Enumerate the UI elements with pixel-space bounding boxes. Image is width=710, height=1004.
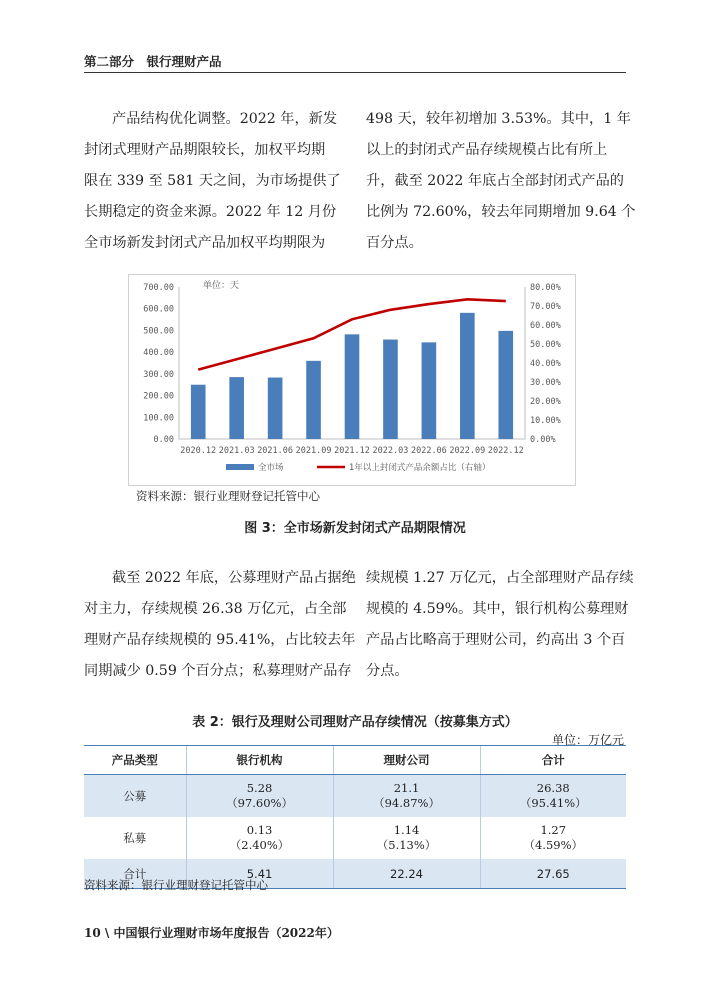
y-right-tick-label: 60.00% [530, 321, 561, 331]
cell-bank [186, 817, 333, 859]
row-label: 私募 [84, 817, 186, 859]
page-footer: 10 \ 中国银行业理财市场年度报告（2022年） [84, 926, 339, 940]
bar [191, 385, 206, 439]
chart-container [128, 274, 576, 486]
cell-value: 26.38 [536, 781, 570, 795]
section-header: 第二部分 银行理财产品 [84, 54, 222, 69]
y-right-tick-label: 80.00% [530, 283, 561, 293]
cell-bank [186, 775, 333, 818]
y-right-tick-label: 40.00% [530, 359, 561, 369]
cell-pct: （95.41%） [519, 796, 587, 810]
para1-left-line: 长期稳定的资金来源。2022 年 12 月份 [84, 204, 337, 220]
para1-left-line: 全市场新发封闭式产品加权平均期限为 [84, 235, 326, 251]
cell-value: 5.28 [246, 781, 273, 795]
table-source: 资料来源：银行业理财登记托管中心 [84, 878, 268, 892]
y-right-tick-label: 0.00% [530, 435, 556, 445]
cell-wealth-co [333, 775, 480, 818]
para2-left-line: 同期减少 0.59 个百分点；私募理财产品存 [84, 663, 352, 679]
para2-left-line: 对主力，存续规模 26.38 万亿元，占全部 [84, 601, 347, 617]
cell-wealth-co [333, 817, 480, 859]
cell-pct: （2.40%） [229, 838, 290, 852]
legend-label-line: 1年以上封闭式产品余额占比（右轴） [349, 463, 491, 473]
x-tick-label: 2022.09 [449, 446, 486, 456]
table-unit: 单位：万亿元 [551, 733, 624, 747]
x-tick-label: 2022.12 [487, 446, 524, 456]
y-right-tick-label: 10.00% [530, 416, 561, 426]
para1-left-line: 限在 339 至 581 天之间，为市场提供了 [84, 173, 341, 189]
cell-value: 0.13 [246, 823, 273, 837]
bar [306, 361, 321, 439]
para2-right-line: 规模的 4.59%。其中，银行机构公募理财 [366, 601, 629, 617]
y-left-tick-label: 100.00 [143, 413, 174, 424]
para2-left-line: 截至 2022 年底，公募理财产品占据绝 [112, 570, 356, 586]
y-left-tick-label: 600.00 [143, 304, 174, 315]
para1-left [84, 104, 346, 259]
para1-right-line: 以上的封闭式产品存续规模占比有所上 [366, 142, 608, 158]
legend-label-bar: 全市场 [258, 463, 284, 473]
bar [345, 334, 360, 439]
header-product-type: 产品类型 [84, 746, 186, 775]
cell-value: 21.1 [393, 781, 420, 795]
para1-left-line: 产品结构优化调整。2022 年，新发 [112, 111, 338, 127]
cell-value: 1.27 [540, 823, 567, 837]
para1-left-line: 封闭式理财产品期限较长，加权平均期 [84, 142, 326, 158]
cell-total [480, 817, 626, 859]
y-right-tick-label: 70.00% [530, 302, 561, 312]
cell-total: 27.65 [480, 859, 626, 889]
x-tick-label: 2021.09 [295, 446, 332, 456]
cell-wealth-co: 22.24 [333, 859, 480, 889]
chart-source: 资料来源：银行业理财登记托管中心 [136, 489, 320, 503]
row-label: 合计 [84, 859, 186, 889]
cell-pct: （4.59%） [523, 838, 584, 852]
x-tick-label: 2021.12 [334, 446, 370, 456]
y-left-tick-label: 500.00 [143, 326, 174, 337]
para1-right [366, 104, 636, 259]
bar [229, 377, 244, 439]
y-left-tick-label: 700.00 [143, 283, 174, 293]
cell-pct: （5.13%） [376, 838, 437, 852]
cell-value: 1.14 [393, 823, 420, 837]
table-header-row [84, 746, 626, 775]
cell-bank: 5.41 [186, 859, 333, 889]
y-right-tick-label: 20.00% [530, 397, 561, 407]
y-right-tick-label: 50.00% [530, 340, 561, 350]
unit-label: 单位：天 [203, 281, 240, 291]
row-label: 公募 [84, 775, 186, 818]
para2-left-line: 理财产品存续规模的 95.41%，占比较去年 [84, 632, 356, 648]
para2-left [84, 563, 356, 687]
table-row-private [84, 817, 626, 859]
x-tick-label: 2020.12 [180, 446, 217, 456]
term-chart [129, 275, 575, 485]
x-tick-label: 2021.03 [218, 446, 255, 456]
header-bank: 银行机构 [186, 746, 333, 775]
holdings-table [84, 745, 626, 889]
para1-right-line: 升，截至 2022 年底占全部封闭式产品的 [366, 173, 624, 189]
bar [268, 378, 283, 439]
legend-swatch-bar [226, 464, 254, 470]
para2-right-line: 分点。 [366, 663, 409, 679]
y-left-tick-label: 200.00 [143, 391, 174, 402]
bar [460, 313, 475, 439]
y-right-tick-label: 30.00% [530, 378, 561, 388]
para2-right [366, 563, 634, 687]
bar [383, 340, 398, 439]
cell-pct: （97.60%） [226, 796, 293, 810]
bar [498, 331, 513, 439]
header-rule [84, 72, 626, 73]
bar [422, 342, 437, 439]
header-total: 合计 [480, 746, 626, 775]
para2-right-line: 产品占比略高于理财公司，约高出 3 个百 [366, 632, 626, 648]
header-wealth-co: 理财公司 [333, 746, 480, 775]
para1-right-line: 498 天，较年初增加 3.53%。其中，1 年 [366, 111, 631, 127]
cell-pct: （94.87%） [373, 796, 440, 810]
table-row-public [84, 775, 626, 818]
x-tick-label: 2022.06 [410, 446, 447, 456]
y-left-tick-label: 0.00 [153, 435, 174, 445]
y-left-tick-label: 300.00 [143, 369, 174, 380]
x-tick-label: 2022.03 [372, 446, 409, 456]
para2-right-line: 续规模 1.27 万亿元，占全部理财产品存续 [366, 570, 634, 586]
para1-right-line: 比例为 72.60%，较去年同期增加 9.64 个 [366, 204, 636, 220]
para1-right-line: 百分点。 [366, 235, 423, 251]
x-tick-label: 2021.06 [257, 446, 294, 456]
cell-total [480, 775, 626, 818]
table-title: 表 2：银行及理财公司理财产品存续情况（按募集方式） [192, 715, 518, 730]
y-left-tick-label: 400.00 [143, 348, 174, 359]
figure-caption: 图 3：全市场新发封闭式产品期限情况 [244, 521, 466, 536]
